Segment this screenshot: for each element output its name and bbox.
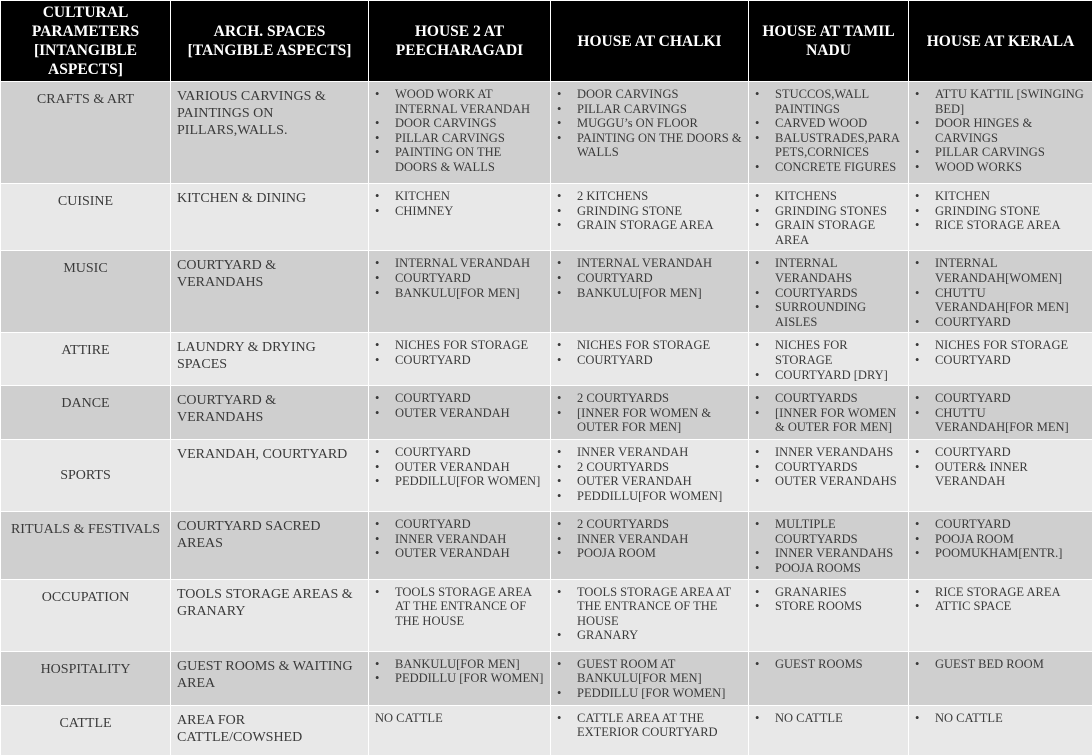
header-house-kerala: HOUSE AT KERALA (909, 1, 1092, 82)
house-cell (551, 251, 749, 333)
bullet-list (375, 657, 544, 686)
list-item: • KITCHEN (375, 189, 544, 204)
list-item: • STORE ROOMS (755, 599, 902, 614)
bullet-list (557, 256, 742, 300)
bullet-list (375, 338, 544, 367)
list-item: • POOMUKHAM[ENTR.] (915, 546, 1086, 561)
list-item: • COURTYARD [DRY] (755, 368, 902, 383)
cultural-parameter-cell: HOSPITALITY (1, 651, 171, 705)
bullet-list (375, 517, 544, 561)
header-cultural-parameters: CULTURAL PARAMETERS [INTANGIBLE ASPECTS] (1, 1, 171, 82)
list-item: • BALUSTRADES,PARA PETS,CORNICES (755, 131, 902, 160)
list-item: • CHIMNEY (375, 204, 544, 219)
house-cell (369, 251, 551, 333)
list-item: • PILLAR CARVINGS (375, 131, 544, 146)
house-cell (369, 333, 551, 386)
list-item: • GRINDING STONES (755, 204, 902, 219)
table-row (1, 184, 1092, 251)
list-item: • PAINTING ON THE DOORS & WALLS (557, 131, 742, 160)
list-item: • GUEST ROOMS (755, 657, 902, 672)
house-cell (749, 386, 909, 440)
bullet-list (755, 517, 902, 575)
arch-space-cell: VARIOUS CARVINGS & PAINTINGS ON PILLARS,WALLS. (171, 82, 369, 184)
bullet-list (375, 445, 544, 489)
list-item: • TOOLS STORAGE AREA AT THE ENTRANCE OF THE HOUSE (557, 585, 742, 629)
list-item: • CHUTTU VERANDAH[FOR MEN] (915, 406, 1086, 435)
house-cell (909, 251, 1092, 333)
list-item: • GRAIN STORAGE AREA (557, 218, 742, 233)
list-item: • OUTER VERANDAH (557, 474, 742, 489)
bullet-list (557, 711, 742, 740)
list-item: • NICHES FOR STORAGE (375, 338, 544, 353)
house-cell (551, 512, 749, 579)
list-item: • RICE STORAGE AREA (915, 218, 1086, 233)
list-item: • PEDDILLU[FOR WOMEN] (557, 489, 742, 504)
list-item: • GRANARY (557, 628, 742, 643)
arch-space-cell: COURTYARD SACRED AREAS (171, 512, 369, 579)
list-item: • PILLAR CARVINGS (915, 145, 1086, 160)
list-item: • ATTIC SPACE (915, 599, 1086, 614)
arch-space-cell: COURTYARD & VERANDAHS (171, 251, 369, 333)
bullet-list (557, 517, 742, 561)
bullet-list (557, 657, 742, 701)
bullet-list (915, 445, 1086, 489)
cultural-parameter-cell: CUISINE (1, 184, 171, 251)
list-item: • OUTER VERANDAH (375, 546, 544, 561)
list-item: • WOOD WORKS (915, 160, 1086, 175)
cultural-parameter-cell: SPORTS (1, 440, 171, 512)
list-item: • BANKULU[FOR MEN] (375, 657, 544, 672)
bullet-list (557, 585, 742, 643)
house-cell (749, 251, 909, 333)
table-row (1, 251, 1092, 333)
list-item: • MUGGU’s ON FLOOR (557, 116, 742, 131)
house-cell (369, 82, 551, 184)
list-item: • COURTYARDS (755, 460, 902, 475)
list-item: • ATTU KATTIL [SWINGING BED] (915, 87, 1086, 116)
bullet-list (915, 517, 1086, 561)
list-item: • GRINDING STONE (557, 204, 742, 219)
list-item: • COURTYARD (375, 517, 544, 532)
table-row (1, 82, 1092, 184)
house-cell (749, 579, 909, 651)
arch-space-cell: GUEST ROOMS & WAITING AREA (171, 651, 369, 705)
table-body (1, 82, 1092, 756)
house-cell (749, 512, 909, 579)
list-item: • PEDDILLU [FOR WOMEN] (375, 671, 544, 686)
list-item: • CARVED WOOD (755, 116, 902, 131)
bullet-list (915, 87, 1086, 175)
list-item: • PILLAR CARVINGS (557, 102, 742, 117)
list-item: • CONCRETE FIGURES (755, 160, 902, 175)
bullet-list (915, 711, 1086, 726)
list-item: • INTERNAL VERANDAHS (755, 256, 902, 285)
bullet-list (755, 338, 902, 382)
house-cell (909, 705, 1092, 755)
list-item: • INNER VERANDAHS (755, 445, 902, 460)
cultural-parameter-cell: ATTIRE (1, 333, 171, 386)
house-cell (551, 82, 749, 184)
arch-space-cell: AREA FOR CATTLE/COWSHED (171, 705, 369, 755)
list-item: • KITCHEN (915, 189, 1086, 204)
list-item: • OUTER& INNER VERANDAH (915, 460, 1086, 489)
header-arch-spaces: ARCH. SPACES [TANGIBLE ASPECTS] (171, 1, 369, 82)
cultural-parameter-cell: RITUALS & FESTIVALS (1, 512, 171, 579)
house-cell (551, 579, 749, 651)
list-item: • POOJA ROOM (557, 546, 742, 561)
bullet-list (375, 189, 544, 218)
list-item: • 2 COURTYARDS (557, 517, 742, 532)
header-row (1, 1, 1092, 82)
list-item: • [INNER FOR WOMEN & OUTER FOR MEN] (557, 406, 742, 435)
house-cell (551, 333, 749, 386)
bullet-list (755, 711, 902, 726)
list-item: • DOOR CARVINGS (557, 87, 742, 102)
list-item: • COURTYARD (375, 391, 544, 406)
house-cell (909, 651, 1092, 705)
bullet-list (755, 391, 902, 435)
list-item: • COURTYARDS (755, 391, 902, 406)
header-house-peecharagadi: HOUSE 2 AT PEECHARAGADI (369, 1, 551, 82)
list-item: • GRANARIES (755, 585, 902, 600)
house-cell (909, 333, 1092, 386)
list-item: • BANKULU[FOR MEN] (375, 286, 544, 301)
list-item: • NO CATTLE (755, 711, 902, 726)
house-cell (909, 579, 1092, 651)
list-item: • OUTER VERANDAH (375, 460, 544, 475)
list-item: • INTERNAL VERANDAH[WOMEN] (915, 256, 1086, 285)
bullet-list (557, 87, 742, 160)
house-cell (369, 579, 551, 651)
list-item: • BANKULU[FOR MEN] (557, 286, 742, 301)
list-item: • INNER VERANDAH (375, 532, 544, 547)
bullet-list (557, 391, 742, 435)
house-cell (749, 82, 909, 184)
bullet-list (755, 256, 902, 329)
cultural-parameter-cell: CATTLE (1, 705, 171, 755)
bullet-list (915, 338, 1086, 367)
cultural-parameter-cell: CRAFTS & ART (1, 82, 171, 184)
table-row (1, 651, 1092, 705)
list-item: • COURTYARD (915, 315, 1086, 330)
cultural-parameter-cell: MUSIC (1, 251, 171, 333)
bullet-list (915, 585, 1086, 614)
list-item: • COURTYARD (915, 445, 1086, 460)
table-row (1, 440, 1092, 512)
table-row (1, 512, 1092, 579)
table-row (1, 705, 1092, 755)
house-cell (909, 512, 1092, 579)
bullet-list (755, 445, 902, 489)
list-item: • NO CATTLE (915, 711, 1086, 726)
house-cell (909, 440, 1092, 512)
house-cell (369, 705, 551, 755)
list-item: • INNER VERANDAH (557, 445, 742, 460)
house-cell (551, 651, 749, 705)
list-item: • INTERNAL VERANDAH (375, 256, 544, 271)
list-item: • KITCHENS (755, 189, 902, 204)
house-cell (551, 386, 749, 440)
list-item: • GUEST ROOM AT BANKULU[FOR MEN] (557, 657, 742, 686)
cell-text: NO CATTLE (375, 711, 544, 726)
list-item: • POOJA ROOM (915, 532, 1086, 547)
list-item: • GUEST BED ROOM (915, 657, 1086, 672)
list-item: • CATTLE AREA AT THE EXTERIOR COURTYARD (557, 711, 742, 740)
list-item: • [INNER FOR WOMEN & OUTER FOR MEN] (755, 406, 902, 435)
house-cell (369, 512, 551, 579)
list-item: • 2 KITCHENS (557, 189, 742, 204)
header-house-chalki: HOUSE AT CHALKI (551, 1, 749, 82)
house-cell (369, 651, 551, 705)
list-item: • PEDDILLU[FOR WOMEN] (375, 474, 544, 489)
arch-space-cell: KITCHEN & DINING (171, 184, 369, 251)
list-item: • WOOD WORK AT INTERNAL VERANDAH (375, 87, 544, 116)
house-cell (909, 82, 1092, 184)
house-cell (749, 333, 909, 386)
bullet-list (755, 87, 902, 175)
list-item: • INNER VERANDAH (557, 532, 742, 547)
bullet-list (915, 189, 1086, 233)
list-item: • COURTYARD (557, 353, 742, 368)
list-item: • COURTYARD (915, 517, 1086, 532)
list-item: • GRINDING STONE (915, 204, 1086, 219)
list-item: • PEDDILLU [FOR WOMEN] (557, 686, 742, 701)
house-cell (369, 386, 551, 440)
list-item: • STUCCOS,WALL PAINTINGS (755, 87, 902, 116)
arch-space-cell: VERANDAH, COURTYARD (171, 440, 369, 512)
house-cell (551, 184, 749, 251)
list-item: • 2 COURTYARDS (557, 460, 742, 475)
list-item: • NICHES FOR STORAGE (557, 338, 742, 353)
list-item: • CHUTTU VERANDAH[FOR MEN] (915, 286, 1086, 315)
bullet-list (375, 585, 544, 629)
house-cell (749, 440, 909, 512)
list-item: • COURTYARD (915, 353, 1086, 368)
header-house-tamil-nadu: HOUSE AT TAMIL NADU (749, 1, 909, 82)
house-cell (909, 184, 1092, 251)
cultural-parameter-cell: DANCE (1, 386, 171, 440)
list-item: • OUTER VERANDAH (375, 406, 544, 421)
house-cell (369, 440, 551, 512)
list-item: • INNER VERANDAHS (755, 546, 902, 561)
arch-space-cell: COURTYARD & VERANDAHS (171, 386, 369, 440)
house-cell (909, 386, 1092, 440)
table-header (1, 1, 1092, 82)
list-item: • COURTYARDS (755, 286, 902, 301)
list-item: • COURTYARD (375, 353, 544, 368)
list-item: • OUTER VERANDAHS (755, 474, 902, 489)
list-item: • SURROUNDING AISLES (755, 300, 902, 329)
list-item: • INTERNAL VERANDAH (557, 256, 742, 271)
bullet-list (375, 256, 544, 300)
list-item: • COURTYARD (915, 391, 1086, 406)
house-cell (749, 651, 909, 705)
table-row (1, 333, 1092, 386)
list-item: • GRAIN STORAGE AREA (755, 218, 902, 247)
list-item: • TOOLS STORAGE AREA AT THE ENTRANCE OF THE HOUSE (375, 585, 544, 629)
house-cell (749, 184, 909, 251)
list-item: • COURTYARD (375, 271, 544, 286)
list-item: • RICE STORAGE AREA (915, 585, 1086, 600)
list-item: • COURTYARD (557, 271, 742, 286)
list-item: • PAINTING ON THE DOORS & WALLS (375, 145, 544, 174)
bullet-list (915, 391, 1086, 435)
arch-space-cell: LAUNDRY & DRYING SPACES (171, 333, 369, 386)
bullet-list (755, 657, 902, 672)
list-item: • MULTIPLE COURTYARDS (755, 517, 902, 546)
bullet-list (375, 87, 544, 175)
bullet-list (755, 189, 902, 247)
bullet-list (557, 338, 742, 367)
bullet-list (755, 585, 902, 614)
house-cell (551, 705, 749, 755)
table-row (1, 579, 1092, 651)
list-item: • COURTYARD (375, 445, 544, 460)
list-item: • NICHES FOR STORAGE (915, 338, 1086, 353)
arch-space-cell: TOOLS STORAGE AREAS & GRANARY (171, 579, 369, 651)
bullet-list (557, 189, 742, 233)
list-item: • POOJA ROOMS (755, 561, 902, 576)
list-item: • NICHES FOR STORAGE (755, 338, 902, 367)
table-row (1, 386, 1092, 440)
bullet-list (557, 445, 742, 503)
cultural-parameter-cell: OCCUPATION (1, 579, 171, 651)
list-item: • 2 COURTYARDS (557, 391, 742, 406)
bullet-list (375, 391, 544, 420)
list-item: • DOOR HINGES & CARVINGS (915, 116, 1086, 145)
house-cell (749, 705, 909, 755)
house-cell (369, 184, 551, 251)
house-cell (551, 440, 749, 512)
list-item: • DOOR CARVINGS (375, 116, 544, 131)
bullet-list (915, 657, 1086, 672)
bullet-list (915, 256, 1086, 329)
